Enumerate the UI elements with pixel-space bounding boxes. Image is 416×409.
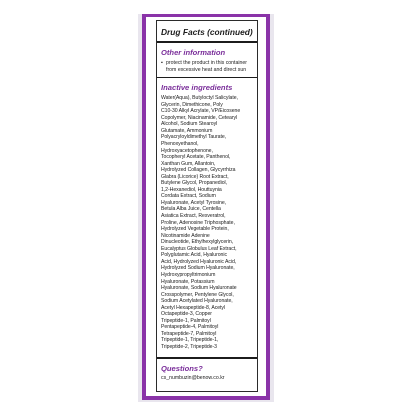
ingredient-line: Polyacryloyldimethyl Taurate, [161, 134, 227, 141]
ingredient-line: Tripeptide-2, Tripeptide-3 [161, 343, 217, 350]
ingredient-line: Hydrolyzed Sodium Hyaluronate, [161, 265, 235, 272]
ingredient-line: Dinucleotide, Ethylhexylglycerin, [161, 239, 234, 246]
ingredient-line: Betula Alba Juice, Centella [161, 206, 221, 213]
ingredient-line: Tripeptide-1, Palmitoyl [161, 317, 211, 324]
ingredient-line: Nicotinamide Adenine [161, 232, 210, 239]
drug-facts-panel [156, 20, 258, 392]
ingredient-line: Glycerin, Dimethicone, Poly [161, 101, 223, 108]
ingredient-line: Eucalyptus Globulus Leaf Extract, [161, 245, 237, 252]
inactive-ingredients-list [161, 95, 253, 350]
ingredient-line: Hyaluronate, Potassium [161, 278, 215, 285]
package-bottom-edge [142, 396, 270, 400]
ingredient-line: Water(Aqua), Butyloctyl Salicylate, [161, 95, 238, 102]
ingredient-line: Pentapeptide-4, Palmitoyl [161, 324, 219, 331]
ingredient-line: Hyaluronate, Sodium Hyaluronate [161, 285, 237, 292]
ingredient-line: Octapeptide-3, Copper [161, 311, 212, 318]
other-information-bullet [161, 60, 253, 73]
ingredient-line: Hyaluronate, Acetyl Tyrosine, [161, 199, 227, 206]
ingredient-line: Acetyl Hexapeptide-8, Acetyl [161, 304, 226, 311]
section-divider [157, 77, 257, 78]
ingredient-line: Hydroxypropyltrimonium [161, 271, 216, 278]
ingredient-line: Asiatica Extract, Resveratrol, [161, 213, 226, 220]
ingredient-line: Glabra (Licorice) Root Extract, [161, 173, 229, 180]
ingredient-line: Copolymer, Niacinamide, Cetearyl [161, 114, 238, 121]
package-top-edge [142, 14, 270, 17]
questions-heading: Questions? [161, 363, 203, 373]
ingredient-line: C10-30 Alkyl Acrylate, VP/Eicosene [161, 108, 241, 115]
ingredient-line: Polyglutamic Acid, Hyaluronic [161, 252, 227, 259]
section-divider [157, 357, 257, 359]
other-information-heading: Other information [161, 48, 226, 57]
ingredient-line: Xanthan Gum, Allantoin, [161, 160, 216, 167]
ingredient-line: Glutamate, Ammonium [161, 127, 213, 134]
ingredient-line: Phenoxyethanol, [161, 141, 199, 148]
ingredient-line: Sodium Acetylated Hyaluronate, [161, 298, 233, 305]
ingredient-line: Proline, Adenosine Triphosphate, [161, 219, 235, 226]
ingredient-line: Crosspolymer, Pentylene Glycol, [161, 291, 234, 298]
ingredient-line: Hydrolyzed Collagen, Glycyrrhiza [161, 167, 236, 174]
ingredient-line: Hydroxyacetophenone, [161, 147, 213, 154]
bullet-text: protect the product in this container from excessive heat and direct sun [166, 60, 248, 73]
inactive-ingredients-heading: Inactive ingredients [161, 83, 233, 93]
contact-email: cs_numbuzin@benow.co.kr [161, 374, 225, 381]
ingredient-line: Alcohol, Sodium Stearoyl [161, 121, 218, 128]
drug-facts-title: Drug Facts (continued) [157, 21, 257, 43]
ingredient-line: Tocopheryl Acetate, Panthenol, [161, 154, 231, 161]
ingredient-line: Cordata Extract, Sodium [161, 193, 216, 200]
ingredient-line: Tetrapeptide-7, Palmitoyl [161, 330, 217, 337]
ingredient-line: Hydrolyzed Vegetable Protein, [161, 226, 229, 233]
ingredient-line: Acid, Hydrolyzed Hyaluronic Acid, [161, 258, 237, 265]
ingredient-line: 1,2-Hexanediol, Houttuynia [161, 186, 222, 193]
bullet-icon: ▪ [161, 60, 163, 66]
ingredient-line: Butylene Glycol, Propanediol, [161, 180, 227, 187]
ingredient-line: Tripeptide-1, Tripeptide-1, [161, 337, 219, 344]
